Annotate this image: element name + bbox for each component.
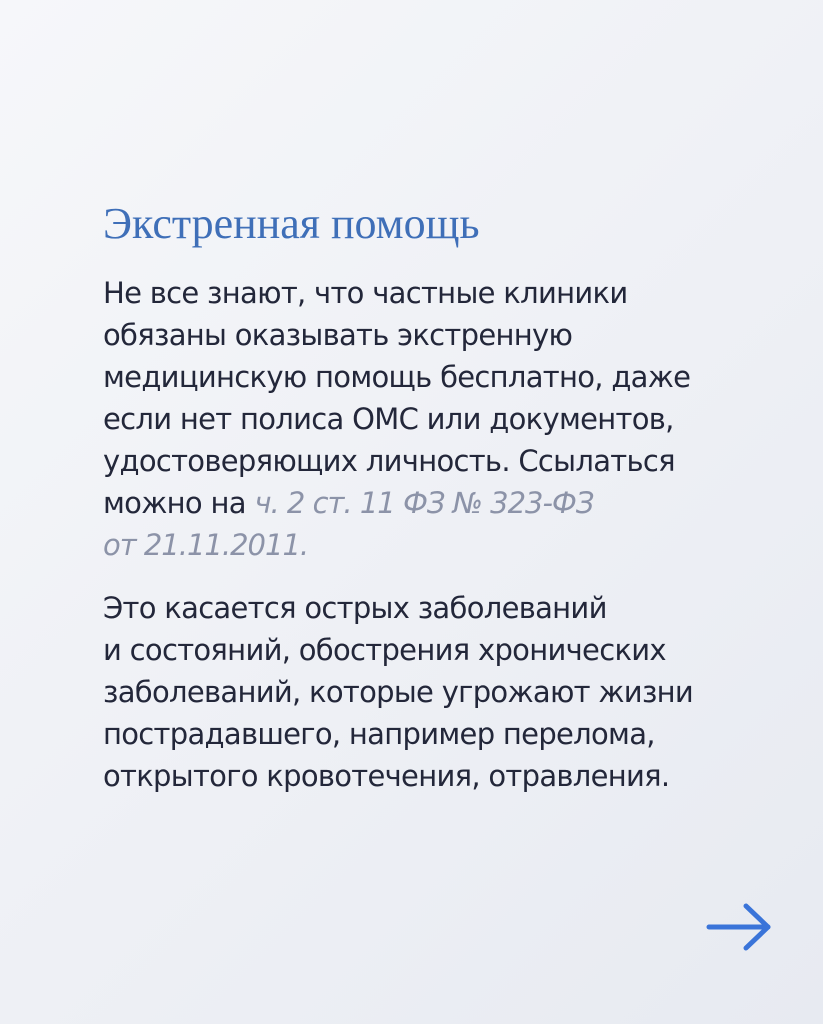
text-line: пострадавшего, например перелома, (103, 717, 655, 751)
law-reference-date: от 21.11.2011. (103, 528, 309, 562)
next-slide-button[interactable] (704, 900, 776, 954)
text-line: и состояний, обострения хронических (103, 633, 666, 667)
text-line: Не все знают, что частные клиники (103, 276, 628, 310)
text-line: обязаны оказывать экстренную (103, 318, 573, 352)
text-line: удостоверяющих личность. Ссылаться (103, 444, 675, 478)
arrow-right-icon (704, 900, 776, 954)
law-reference: ч. 2 ст. 11 ФЗ № 323-ФЗ (254, 486, 594, 520)
page-title: Экстренная помощь (103, 199, 480, 248)
text-line: если нет полиса ОМС или документов, (103, 402, 674, 436)
text-line (103, 482, 690, 524)
text-line: Это касается острых заболеваний (103, 591, 607, 625)
paragraph-legal-info (103, 272, 690, 566)
text-line: заболеваний, которые угрожают жизни (103, 675, 694, 709)
reference-prefix: можно на (103, 486, 255, 520)
paragraph-conditions (103, 587, 693, 797)
text-line: медицинскую помощь бесплатно, даже (103, 360, 691, 394)
text-line: открытого кровотечения, отравления. (103, 759, 670, 793)
